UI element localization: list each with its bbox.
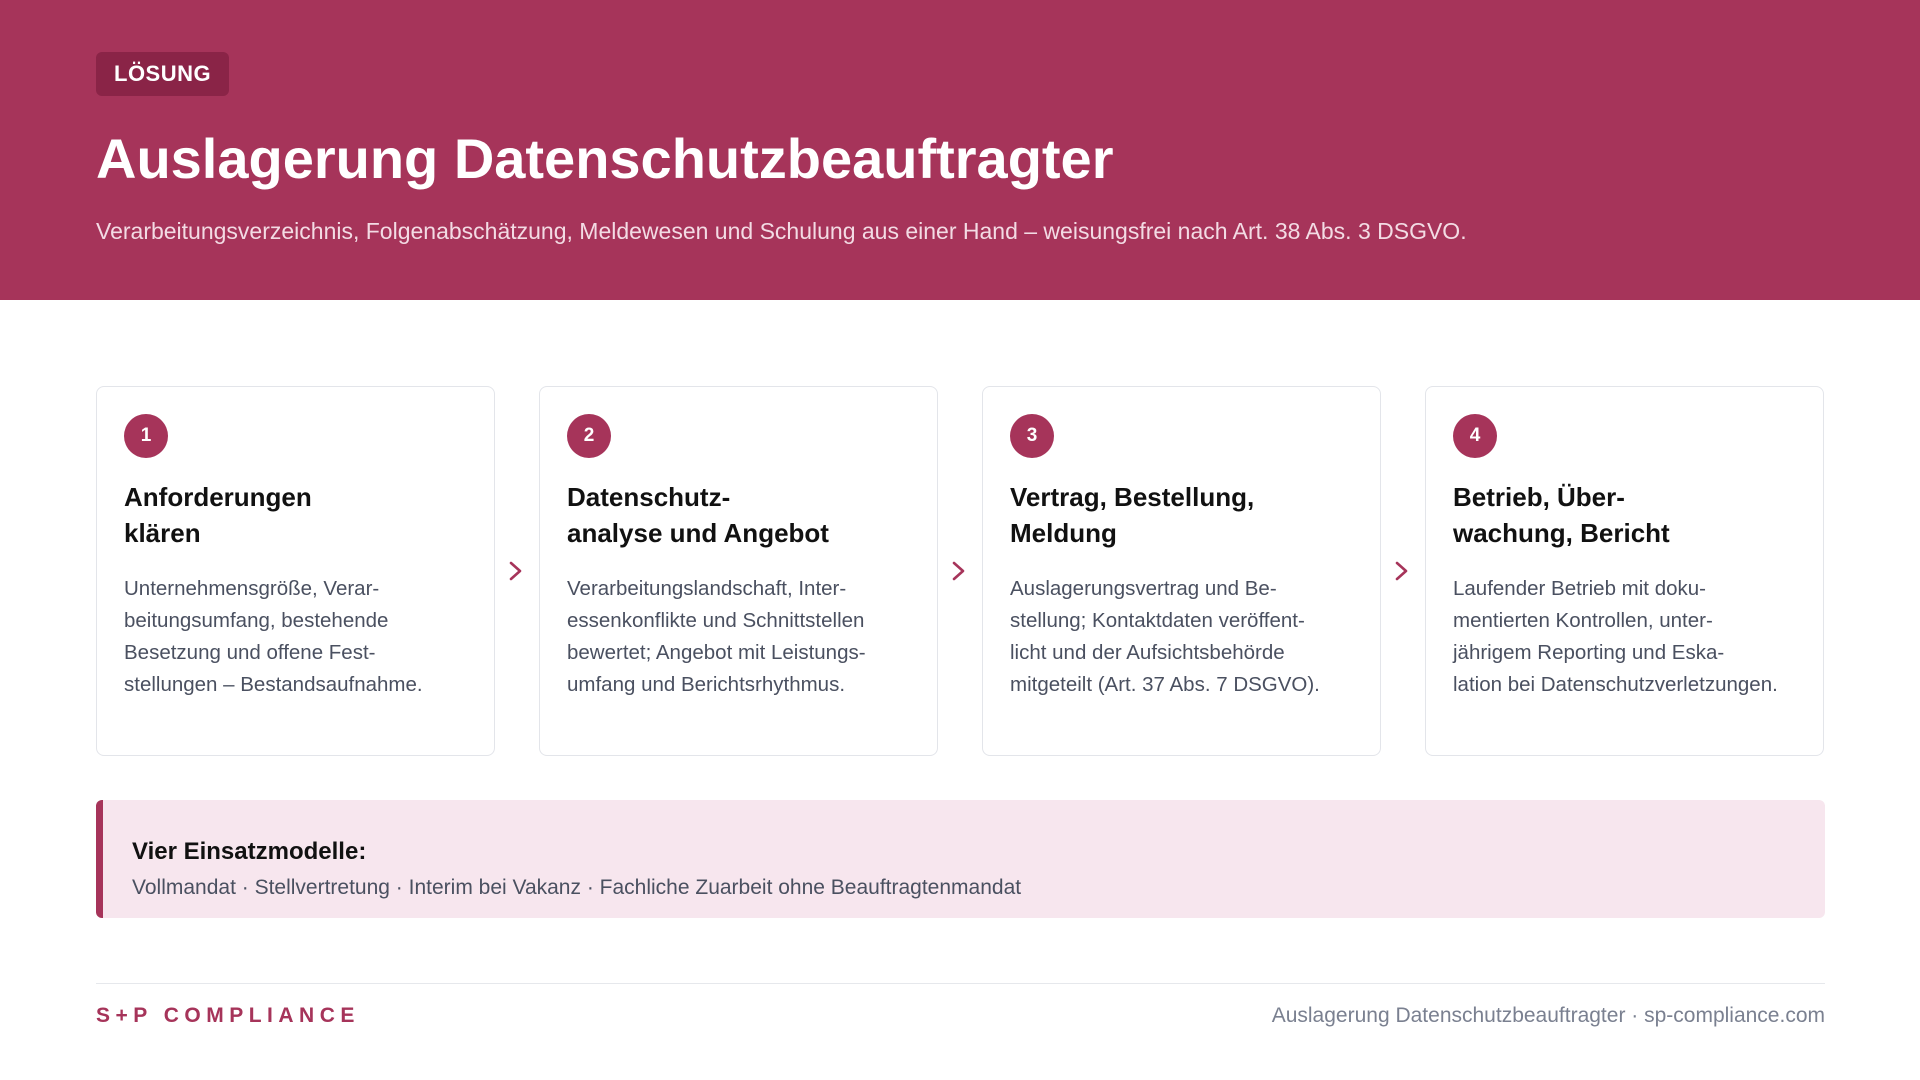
deployment-models-callout xyxy=(96,800,1825,918)
footer-info: Auslagerung Datenschutzbeauftragter · sp-compliance.com xyxy=(1271,1004,1825,1027)
hero-banner xyxy=(0,0,1920,300)
chevron-right-icon xyxy=(1392,556,1412,586)
step-number-badge: 1 xyxy=(124,414,168,458)
step-title: Anforderungen klären xyxy=(124,482,312,548)
step-card-1 xyxy=(96,386,495,756)
step-number-badge: 4 xyxy=(1453,414,1497,458)
process-steps xyxy=(96,386,1825,758)
step-description: Unternehmensgröße, Verar- beitungsumfang, bestehende Besetzung und offene Fest- stellungen – Bestandsaufnahme. xyxy=(124,577,423,696)
page-subtitle: Verarbeitungsverzeichnis, Folgenabschätzung, Meldewesen und Schulung aus einer Hand – weisungsfrei nach Art. 38 Abs. 3 DSGVO. xyxy=(96,218,1467,244)
chevron-right-icon xyxy=(506,556,526,586)
step-card-2 xyxy=(539,386,938,756)
page-title: Auslagerung Datenschutzbeauftragter xyxy=(96,127,1114,190)
step-description: Auslagerungsvertrag und Be- stellung; Kontaktdaten veröffent- licht und der Aufsichtsbehörde mitgeteilt (Art. 37 Abs. 7 DSGVO). xyxy=(1010,577,1320,696)
footer-divider xyxy=(96,983,1825,984)
step-title: Betrieb, Über- wachung, Bericht xyxy=(1453,482,1670,548)
chevron-right-icon xyxy=(949,556,969,586)
step-card-3 xyxy=(982,386,1381,756)
step-title: Vertrag, Bestellung, Meldung xyxy=(1010,482,1255,548)
step-number-badge: 2 xyxy=(567,414,611,458)
callout-title: Vier Einsatzmodelle: xyxy=(132,838,367,865)
step-card-4 xyxy=(1425,386,1824,756)
step-description: Laufender Betrieb mit doku- mentierten Kontrollen, unter- jährigem Reporting und Eska- lation bei Datenschutzverletzungen. xyxy=(1453,577,1778,696)
section-badge: LÖSUNG xyxy=(96,52,229,96)
brand-logo: S+P COMPLIANCE xyxy=(96,1004,360,1027)
step-description: Verarbeitungslandschaft, Inter- essenkonflikte und Schnittstellen bewertet; Angebot mit Leistungs- umfang und Berichtsrhythmus. xyxy=(567,577,866,696)
step-title: Datenschutz- analyse und Angebot xyxy=(567,482,829,548)
step-number-badge: 3 xyxy=(1010,414,1054,458)
callout-list: Vollmandat · Stellvertretung · Interim bei Vakanz · Fachliche Zuarbeit ohne Beauftragtenmandat xyxy=(132,876,1022,899)
